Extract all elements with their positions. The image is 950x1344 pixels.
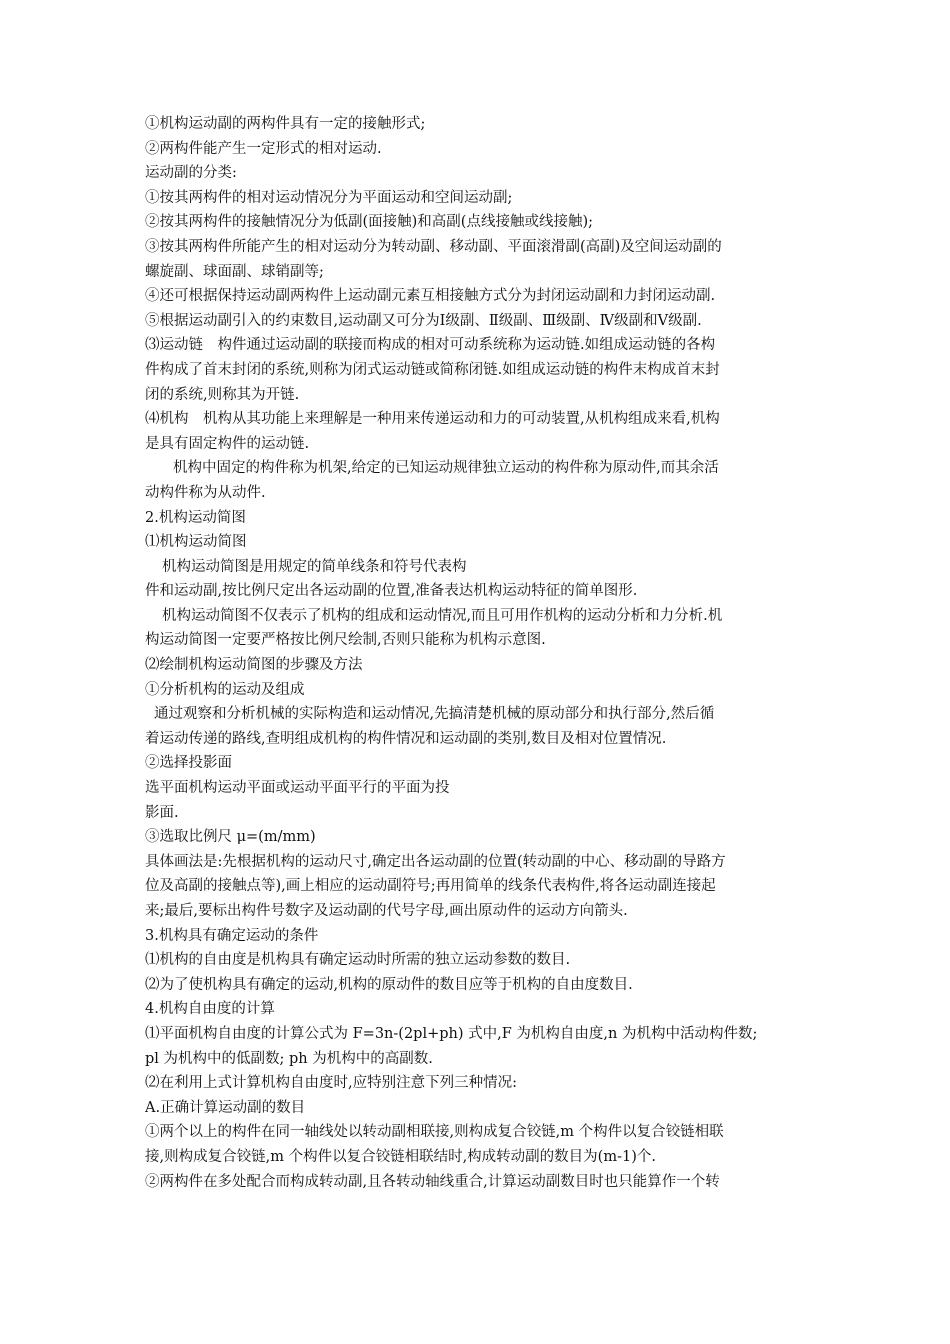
text-line: ⑴机构运动简图 xyxy=(145,534,247,551)
text-line: 来;最后,要标出构件号数字及运动副的代号字母,画出原动件的运动方向箭头. xyxy=(145,903,628,919)
text-line: ②两构件在多处配合而构成转动副,且各转动轴线重合,计算运动副数目时也只能算作一个转 xyxy=(145,1173,720,1190)
text-line: 4.机构自由度的计算 xyxy=(145,1001,275,1018)
text-line: ②选择投影面 xyxy=(145,755,232,772)
text-line: 机构运动简图不仅表示了机构的组成和运动情况,而且可用作机构的运动分析和力分析.机 xyxy=(162,607,723,624)
text-line: 着运动传递的路线,查明组成机构的构件情况和运动副的类别,数目及相对位置情况. xyxy=(145,730,667,747)
text-line: ⑴机构的自由度是机构具有确定运动时所需的独立运动参数的数目. xyxy=(145,952,571,969)
text-line: 2.机构运动简图 xyxy=(145,509,246,526)
text-line: ⑷机构 机构从其功能上来理解是一种用来传递运动和力的可动装置,从机构组成来看,机构 xyxy=(145,411,720,428)
text-line: ⑤根据运动副引入的约束数目,运动副又可分为Ⅰ级副、Ⅱ级副、Ⅲ级副、Ⅳ级副和Ⅴ级副. xyxy=(145,312,702,329)
text-line: 动构件称为从动件. xyxy=(145,484,266,501)
text-line: ①两个以上的构件在同一轴线处以转动副相联接,则构成复合铰链,m 个构件以复合铰链相联 xyxy=(145,1124,724,1141)
text-line: 通过观察和分析机械的实际构造和运动情况,先搞清楚机械的原动部分和执行部分,然后循 xyxy=(154,706,715,723)
text-line: ⑴平面机构自由度的计算公式为 F=3n-(2pl+ph) 式中,F 为机构自由度,n 为机构中活动构件数; xyxy=(145,1025,758,1042)
text-line: ③选取比例尺 μ=(m/mm) xyxy=(145,829,316,846)
text-line: ③按其两构件所能产生的相对运动分为转动副、移动副、平面滚滑副(高副)及空间运动副的 xyxy=(145,238,722,255)
text-line: 件构成了首末封闭的系统,则称为闭式运动链或简称闭链.如组成运动链的构件末构成首末封 xyxy=(145,361,720,378)
text-line: 螺旋副、球面副、球销副等; xyxy=(145,263,324,280)
document-page xyxy=(145,112,815,1194)
text-line: pl 为机构中的低副数; ph 为机构中的高副数. xyxy=(145,1050,433,1067)
text-line: ②两构件能产生一定形式的相对运动. xyxy=(145,140,382,157)
text-line: ⑵为了使机构具有确定的运动,机构的原动件的数目应等于机构的自由度数目. xyxy=(145,976,633,993)
text-line: 具体画法是:先根据机构的运动尺寸,确定出各运动副的位置(转动副的中心、移动副的导路方 xyxy=(145,853,726,870)
text-line: ⑶运动链 构件通过运动副的联接而构成的相对可动系统称为运动链.如组成运动链的各构 xyxy=(145,337,716,354)
text-line: 3.机构具有确定运动的条件 xyxy=(145,927,319,944)
text-line: ⑵绘制机构运动简图的步骤及方法 xyxy=(145,657,363,674)
text-line: 影面. xyxy=(145,804,179,821)
text-line: ②按其两构件的接触情况分为低副(面接触)和高副(点线接触或线接触); xyxy=(145,214,594,231)
text-line: 位及高副的接触点等),画上相应的运动副符号;再用简单的线条代表构件,将各运动副连接起 xyxy=(145,878,716,895)
text-line: 机构中固定的构件称为机架,给定的已知运动规律独立运动的构件称为原动件,而其余活 xyxy=(173,460,719,477)
text-line: 闭的系统,则称其为开链. xyxy=(145,386,300,403)
text-line: 运动副的分类: xyxy=(145,165,237,182)
text-line: 选平面机构运动平面或运动平面平行的平面为投 xyxy=(145,780,450,797)
text-line: ①分析机构的运动及组成 xyxy=(145,681,305,698)
text-line: A.正确计算运动副的数目 xyxy=(145,1099,306,1116)
text-line: 构运动简图一定要严格按比例尺绘制,否则只能称为机构示意图. xyxy=(145,632,546,649)
text-line: 机构运动简图是用规定的简单线条和符号代表构 xyxy=(162,558,467,575)
text-line: 是具有固定构件的运动链. xyxy=(145,435,310,452)
text-line: ④还可根据保持运动副两构件上运动副元素互相接触方式分为封闭运动副和力封闭运动副. xyxy=(145,288,716,305)
text-line: 件和运动副,按比例尺定出各运动副的位置,准备表达机构运动特征的简单图形. xyxy=(145,583,638,600)
text-line: ①机构运动副的两构件具有一定的接触形式; xyxy=(145,116,426,132)
text-line: ①按其两构件的相对运动情况分为平面运动和空间运动副; xyxy=(145,189,513,206)
text-line: 接,则构成复合铰链,m 个构件以复合铰链相联结时,构成转动副的数目为(m-1)个. xyxy=(145,1148,656,1165)
text-line: ⑵在利用上式计算机构自由度时,应特别注意下列三种情况: xyxy=(145,1075,517,1092)
